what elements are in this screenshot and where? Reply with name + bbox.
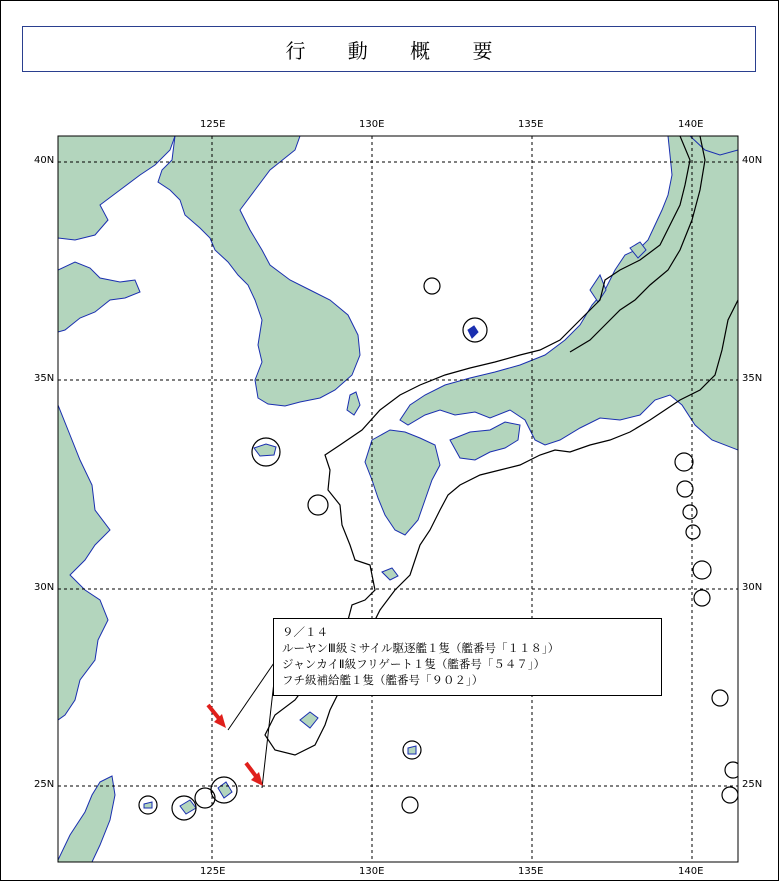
land-tsushima: [347, 392, 360, 415]
land-shandong: [58, 262, 140, 332]
lat-label-left: 40N: [34, 155, 55, 166]
lat-label-left: 35N: [34, 373, 55, 384]
land-shikoku: [450, 422, 520, 460]
land-yaeyama: [180, 800, 196, 814]
land-jeju: [254, 444, 276, 456]
lon-label-bottom: 135E: [518, 866, 544, 877]
land-ulleung: [468, 326, 478, 338]
lat-label-left: 30N: [34, 582, 55, 593]
land-okinawa: [300, 712, 318, 728]
island-ring: [725, 762, 741, 778]
land-kyushu: [365, 430, 440, 535]
island-ring: [402, 797, 418, 813]
island-ring: [677, 481, 693, 497]
land-china-north: [58, 136, 175, 240]
annotation-line: ジャンカイⅡ級フリゲート１隻（艦番号「５４７」）: [282, 657, 546, 671]
island-ring: [683, 505, 697, 519]
pointer-line: [228, 660, 276, 730]
lon-label-bottom: 125E: [200, 866, 226, 877]
lon-label-bottom: 130E: [359, 866, 385, 877]
land-yonaguni: [144, 802, 152, 808]
page-title: 行 動 概 要: [285, 38, 511, 63]
annotation-date: ９／１４: [282, 625, 328, 639]
island-ring: [308, 495, 328, 515]
lat-label-right: 30N: [742, 582, 763, 593]
island-ring: [424, 278, 440, 294]
island-ring: [694, 590, 710, 606]
land-korea: [158, 136, 360, 406]
lat-label-left: 25N: [34, 779, 55, 790]
lat-label-right: 40N: [742, 155, 763, 166]
land-daito: [408, 746, 416, 754]
lon-label-top: 130E: [359, 119, 385, 130]
lon-label-top: 125E: [200, 119, 226, 130]
annotation-box: [273, 618, 662, 696]
island-ring: [722, 787, 738, 803]
island-ring: [693, 561, 711, 579]
lon-label-bottom: 140E: [678, 866, 704, 877]
lat-label-right: 25N: [742, 779, 763, 790]
annotation-line: ルーヤンⅢ級ミサイル駆逐艦１隻（艦番号「１１８」）: [282, 641, 560, 655]
annotation-line: フチ級補給艦１隻（艦番号「９０２」）: [282, 673, 484, 687]
island-ring: [675, 453, 693, 471]
land-taiwan: [58, 776, 115, 862]
ship-arrow: [208, 705, 226, 728]
island-ring: [686, 525, 700, 539]
land-china-south: [58, 405, 110, 720]
island-ring: [712, 690, 728, 706]
lon-label-top: 140E: [678, 119, 704, 130]
land-honshu: [400, 136, 738, 450]
land-amami: [382, 568, 398, 580]
ship-arrow: [246, 763, 263, 786]
lon-label-top: 135E: [518, 119, 544, 130]
land-miyako: [218, 782, 232, 798]
lat-label-right: 35N: [742, 373, 763, 384]
